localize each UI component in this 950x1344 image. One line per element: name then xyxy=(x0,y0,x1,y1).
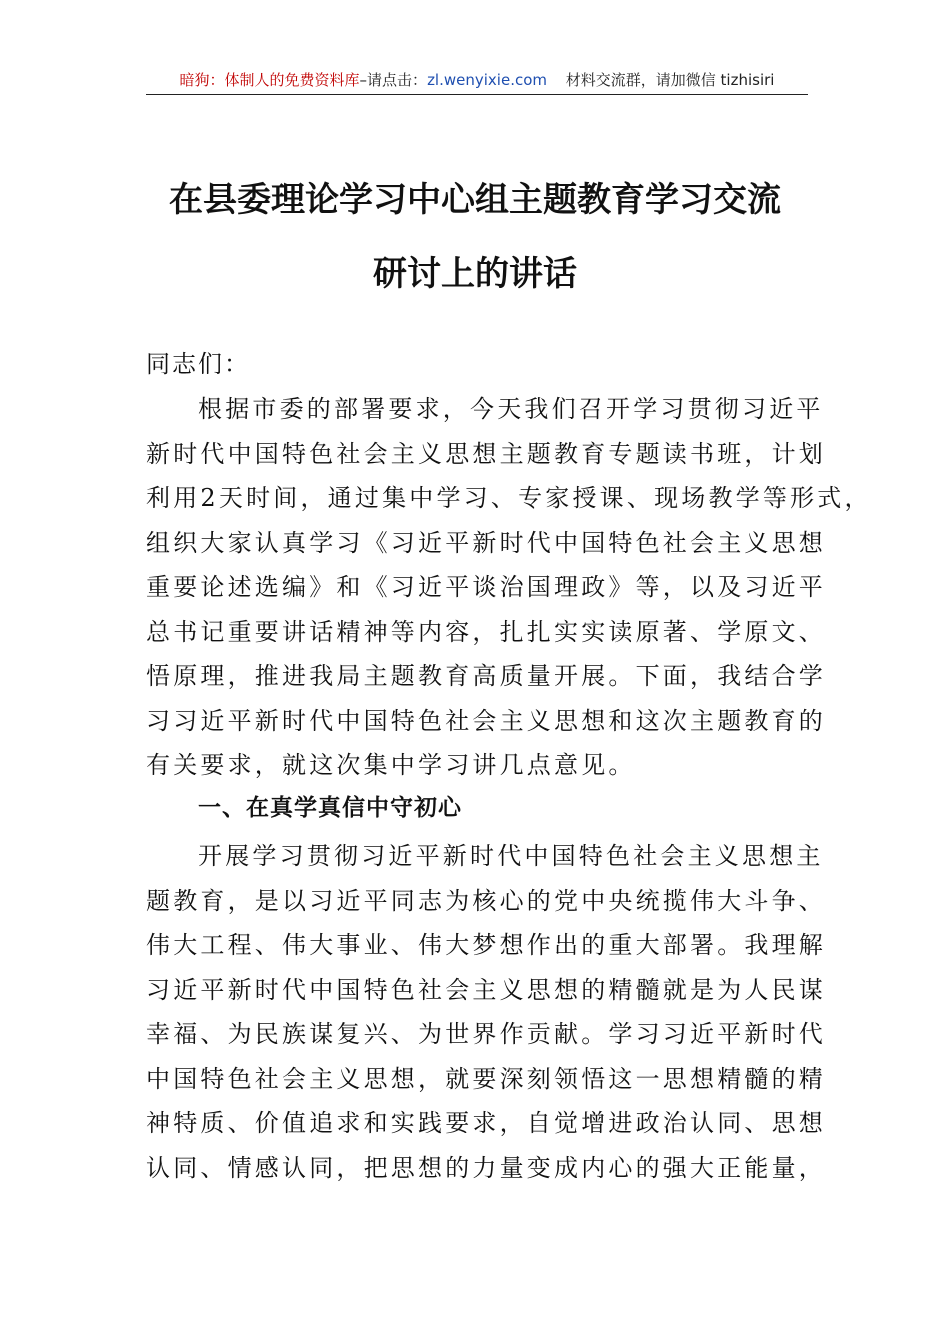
paragraph-line: 认同、情感认同，把思想的力量变成内心的强大正能量， xyxy=(146,1153,826,1182)
paragraph-line: 开展学习贯彻习近平新时代中国特色社会主义思想主 xyxy=(198,842,824,870)
paragraph-line: 习近平新时代中国特色社会主义思想的精髓就是为人民谋 xyxy=(146,975,826,1004)
document-title-line-1: 在县委理论学习中心组主题教育学习交流 xyxy=(169,180,781,220)
section-1-heading: 一、在真学真信中守初心 xyxy=(198,795,462,821)
paragraph-line: 组织大家认真学习《习近平新时代中国特色社会主义思想 xyxy=(146,528,826,557)
paragraph-1 xyxy=(146,387,872,788)
paragraph-line: 神特质、价值追求和实践要求，自觉增进政治认同、思想 xyxy=(146,1109,826,1137)
paragraph-line: 有关要求，就这次集中学习讲几点意见。 xyxy=(146,751,636,779)
paragraph-line: 新时代中国特色社会主义思想主题教育专题读书班，计划 xyxy=(146,439,826,468)
paragraph-line: 利用2天时间，通过集中学习、专家授课、现场教学等形式， xyxy=(146,484,872,512)
paragraph-line: 习习近平新时代中国特色社会主义思想和这次主题教育的 xyxy=(146,706,826,735)
header-site-name: 暗狗：体制人的免费资料库 xyxy=(179,71,360,89)
paragraph-line: 题教育，是以习近平同志为核心的党中央统揽伟大斗争、 xyxy=(146,886,826,915)
paragraph-line: 总书记重要讲话精神等内容，扎扎实实读原著、学原文、 xyxy=(146,617,826,646)
document-title-line-2: 研讨上的讲话 xyxy=(373,254,577,294)
section-1-paragraph xyxy=(146,834,826,1190)
salutation: 同志们： xyxy=(146,350,250,378)
header-group-text: 材料交流群，请加微信 tizhisiri xyxy=(565,71,775,89)
paragraph-line: 根据市委的部署要求，今天我们召开学习贯彻习近平 xyxy=(198,395,824,423)
paragraph-line: 中国特色社会主义思想，就要深刻领悟这一思想精髓的精 xyxy=(146,1064,826,1093)
paragraph-line: 悟原理，推进我局主题教育高质量开展。下面，我结合学 xyxy=(146,662,826,690)
paragraph-line: 重要论述选编》和《习近平谈治国理政》等，以及习近平 xyxy=(146,573,826,601)
header-click-prefix: –请点击： xyxy=(359,71,428,89)
page-header xyxy=(146,66,808,95)
paragraph-line: 伟大工程、伟大事业、伟大梦想作出的重大部署。我理解 xyxy=(146,931,826,959)
header-url-link[interactable]: zl.wenyixie.com xyxy=(427,71,547,89)
paragraph-line: 幸福、为民族谋复兴、为世界作贡献。学习习近平新时代 xyxy=(146,1020,826,1048)
